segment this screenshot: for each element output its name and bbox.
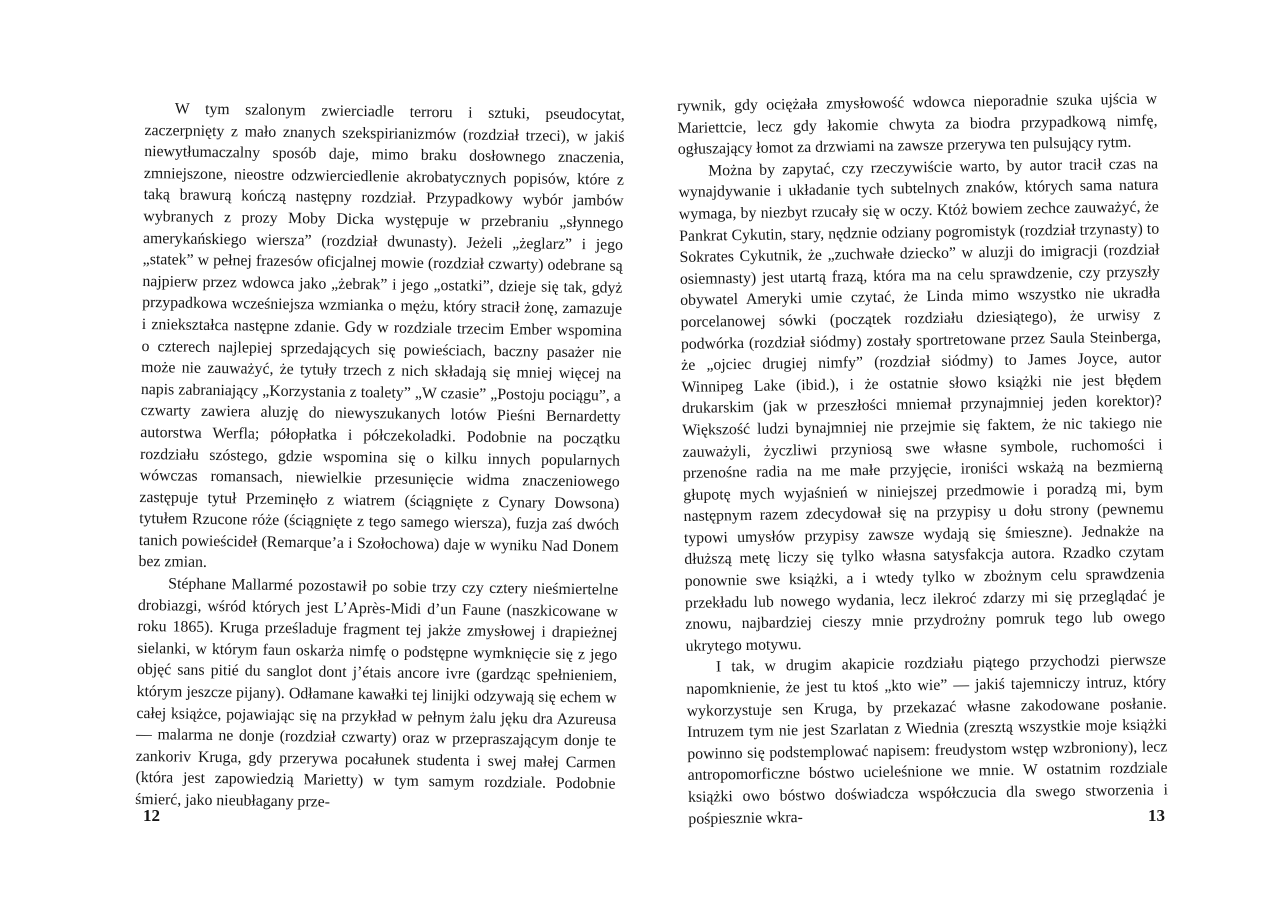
right-paragraph-2: Można by zapytać, czy rzeczywiście warto, by autor tracił czas na wynajdywanie i układanie tych subtelnych znaków, których sama natura wymaga, by niezbyt rzucały się w oczy. Któż bowiem zechce zauważyć, że Pankrat Cykutin, stary, nędznie odziany pogromistyk (rozdział trzynasty) to Sokrates Cykutnik, że „zuchwałe dziecko” w aluzji do imigracji (rozdział osiemnasty) jest utartą frazą, która ma na celu sprawdzenie, czy przyszły obywatel Ameryki umie czytać, że Linda mimo wszystko nie ukradła porcelanowej sówki (początek rozdziału dziesiątego), że urwisy z podwórka (rozdział siódmy) zostały sportretowane przez Saula Steinberga, że „ojciec drugiej nimfy” (rozdział siódmy) to James Joyce, autor Winnipeg Lake (ibid.), i że ostatnie słowo książki nie jest błędem drukarskim (jak w przeszłości mniemał przynajmniej jeden korektor)? Większość ludzi bynajmniej nie przejmie się faktem, że nic takiego nie zauważyli, życzliwi przyniosą swe własne symbole, ruchomości i przenośne radia na me małe przyjęcie, ironiści wskażą na bezmierną głupotę mych wyjaśnień w niniejszej przedmowie i poradzą mi, bym następnym razem zdecydował się na przypisy u dołu strony (pewnemu typowi umysłów przypisy zawsze wydają się śmieszne). Jednakże na dłuższą metę liczy się tylko własna satysfakcja autora. Rzadko czytam ponownie swe książki, a i wtedy tylko w zbożnym celu sprawdzenia przekładu lub nowego wydania, lecz ilekroć zdarzy mi się przeglądać je znowu, najbardziej cieszy mnie przydrożny pomruk tego lub owego ukrytego motywu. xyxy=(678,155,1166,655)
right-paragraph-3: I tak, w drugim akapicie rozdziału piątego przychodzi pierwsze napomknienie, że jest tu ktoś „kto wie” — jakiś tajemniczy intruz, który wykorzystuje sen Kruga, by przekazać własne zakodowane posłanie. Intruzem tym nie jest Szarlatan z Wiednia (zresztą wszystkie moje książki powinno się podstemplować napisem: freudystom wstęp wzbroniony), lecz antropomorficzne bóstwo ucieleśnione we mnie. W ostatnim rozdziale książki owo bóstwo doświadcza współczucia dla swego stworzenia i pośpiesznie wkra- xyxy=(686,651,1169,828)
left-paragraph-1: W tym szalonym zwierciadle terroru i sztuki, pseudocytat, zaczerpnięty z mało znanych szekspirianizmów (rozdział trzeci), w jakiś niewytłumaczalny sposób daje, mimo braku dosłownego znaczenia, zmniejszone, nieostre odzwierciedlenie akrobatycznych popisów, które z taką brawurą kończą następny rozdział. Przypadkowy wybór jambów wybranych z prozy Moby Dicka występuje w przebraniu „słynnego amerykańskiego wiersza” (rozdział dwunasty). Jeżeli „żeglarz” i jego „statek” w pełnej frazesów oficjalnej mowie (rozdział czwarty) odebrane są najpierw przez wdowca jako „żebrak” i jego „ostatki”, dzieje się tak, gdyż przypadkowa wcześniejsza wzmianka o mężu, który stracił żonę, zamazuje i zniekształca następne zdanie. Gdy w rozdziale trzecim Ember wspomina o czterech najlepiej sprzedających się powieściach, baczny pasażer nie może nie zauważyć, że tytuły trzech z nich składają się mniej więcej na napis zabraniający „Korzystania z toalety” „W czasie” „Postoju pociągu”, a czwarty zawiera aluzję do niewyszukanych lotów Pieśni Bernardetty autorstwa Werfla; półopłatka i półczekoladki. Podobnie na początku rozdziału szóstego, gdzie wspomina się o kilku innych popularnych wówczas romansach, niewielkie przesunięcie widma znaczeniowego zastępuje tytuł Przeminęło z wiatrem (ściągnięte z Cynary Dowsona) tytułem Rzucone róże (ściągnięte z tego samego wiersza), fuzja zaś dwóch tanich powieścideł (Remarque’a i Szołochowa) daje w wyniku Nad Donem bez zmian. xyxy=(138,100,625,572)
left-paragraph-2: Stéphane Mallarmé pozostawił po sobie trzy czy cztery nieśmiertelne drobiazgi, wśród których jest L’Après-Midi d’un Faune (naszkicowane w roku 1865). Kruga prześladuje fragment tej jakże zmysłowej i drapieżnej sielanki, w którym faun oskarża nimfę o podstępne wymknięcie się z jego objęć sans pitié du sanglot dont j’étais ancore ivre (gardząc spełnieniem, którym jeszcze pijany). Odłamane kawałki tej linijki odzywają się echem w całej książce, pojawiając się na przykład w pełnym żalu jęku dra Azureusa — malarma ne donje (rozdział czwarty) oraz w przepraszającym donje te zankoriv Kruga, gdy przerywa pocałunek studenta i swej małej Carmen (która jest zapowiedzią Marietty) w tym samym rozdziale. Podobnie śmierć, jako nieubłagany prze- xyxy=(135,575,619,811)
left-page-number: 12 xyxy=(143,806,160,825)
right-page xyxy=(642,0,1284,923)
left-page-text-column xyxy=(135,98,625,817)
right-page-text-column xyxy=(677,88,1168,830)
right-paragraph-1: rywnik, gdy ociężała zmysłowość wdowca nieporadnie szuka ujścia w Mariettcie, lecz gdy łakomie chwyta za biodra przypadkową nimfę, ogłuszający łomot za drzwiami na zawsze przerywa ten pulsujący rytm. xyxy=(677,90,1158,159)
right-page-number: 13 xyxy=(1148,806,1165,825)
